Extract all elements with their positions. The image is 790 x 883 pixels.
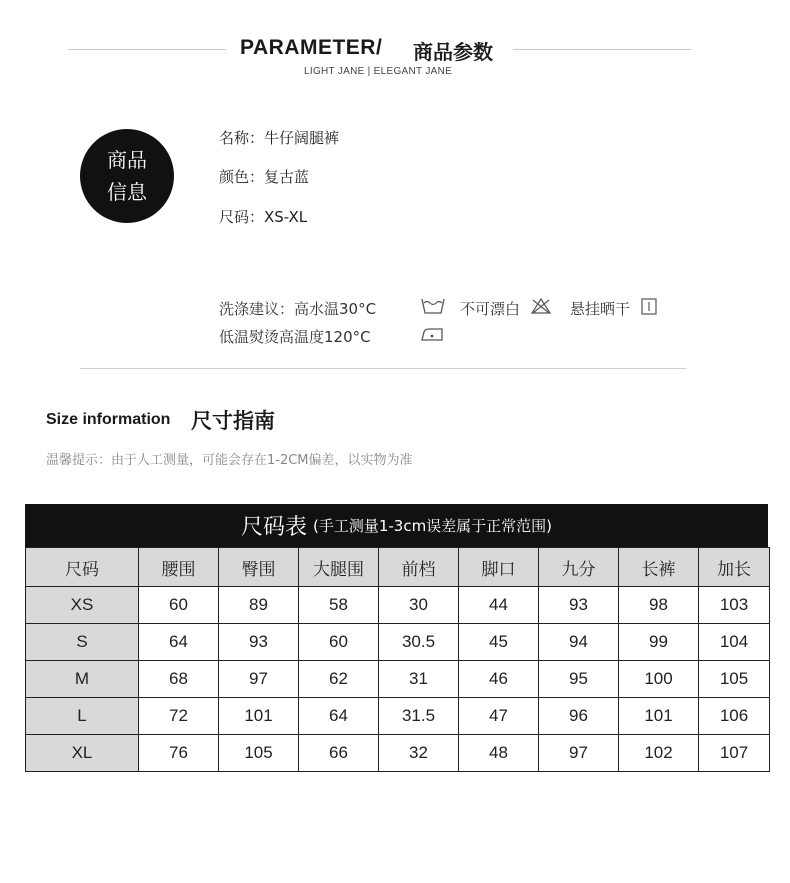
parameter-title: PARAMETER/ <box>240 36 383 59</box>
table-cell: 100 <box>619 661 699 698</box>
size-table-header <box>25 504 768 547</box>
product-color: 颜色：复古蓝 <box>219 168 310 186</box>
table-cell: 44 <box>459 587 539 624</box>
no-bleach-icon <box>530 297 552 315</box>
size-info-title: Size information <box>46 411 171 428</box>
table-cell: 47 <box>459 698 539 735</box>
product-size-range: 尺码：XS-XL <box>219 208 308 226</box>
no-bleach-label: 不可漂白 <box>460 300 521 318</box>
table-cell: 45 <box>459 624 539 661</box>
header-rule-right <box>513 49 691 50</box>
table-cell: 60 <box>299 624 379 661</box>
table-cell: 72 <box>139 698 219 735</box>
section-divider <box>80 368 686 369</box>
table-cell: 93 <box>539 587 619 624</box>
table-cell: 46 <box>459 661 539 698</box>
column-header: 腰围 <box>139 548 219 587</box>
column-header: 大腿围 <box>299 548 379 587</box>
badge-line-1: 商品 <box>107 148 147 172</box>
table-cell: 64 <box>139 624 219 661</box>
table-cell: 68 <box>139 661 219 698</box>
table-cell: 32 <box>379 735 459 772</box>
iron-icon <box>419 325 445 343</box>
size-table <box>25 547 770 772</box>
table-cell: 31.5 <box>379 698 459 735</box>
measurement-tip: 温馨提示：由于人工测量，可能会存在1-2CM偏差，以实物为准 <box>46 453 413 468</box>
product-name: 名称：牛仔阔腿裤 <box>219 129 340 147</box>
table-cell: 30.5 <box>379 624 459 661</box>
table-row <box>26 735 770 772</box>
parameter-title-cn: 商品参数 <box>413 40 493 64</box>
column-header: 脚口 <box>459 548 539 587</box>
table-cell: 66 <box>299 735 379 772</box>
table-cell: 30 <box>379 587 459 624</box>
table-cell: 96 <box>539 698 619 735</box>
size-label: L <box>26 698 139 735</box>
table-cell: 102 <box>619 735 699 772</box>
table-cell: 31 <box>379 661 459 698</box>
iron-advice: 低温熨烫高温度120°C <box>219 328 371 346</box>
table-row <box>26 698 770 735</box>
size-table-title: 尺码表 <box>240 515 307 540</box>
hang-dry-icon <box>641 298 657 315</box>
table-cell: 76 <box>139 735 219 772</box>
column-header: 加长 <box>699 548 770 587</box>
wash-advice: 洗涤建议：高水温30°C <box>219 300 377 318</box>
table-cell: 105 <box>219 735 299 772</box>
table-cell: 93 <box>219 624 299 661</box>
table-row <box>26 661 770 698</box>
badge-line-2: 信息 <box>107 180 147 204</box>
size-info-title-cn: 尺寸指南 <box>191 409 275 433</box>
table-cell: 104 <box>699 624 770 661</box>
table-cell: 60 <box>139 587 219 624</box>
table-row <box>26 587 770 624</box>
size-label: XL <box>26 735 139 772</box>
table-cell: 58 <box>299 587 379 624</box>
size-label: M <box>26 661 139 698</box>
table-cell: 97 <box>539 735 619 772</box>
wash-tub-icon <box>420 296 446 316</box>
table-cell: 101 <box>619 698 699 735</box>
column-header: 前档 <box>379 548 459 587</box>
table-cell: 89 <box>219 587 299 624</box>
table-cell: 94 <box>539 624 619 661</box>
column-header: 长裤 <box>619 548 699 587</box>
size-table-header-row <box>26 548 770 587</box>
table-cell: 103 <box>699 587 770 624</box>
product-info-badge <box>80 129 174 223</box>
hang-dry-label: 悬挂晒干 <box>570 300 631 318</box>
size-table-note: (手工测量1-3cm误差属于正常范围) <box>312 517 553 535</box>
table-cell: 106 <box>699 698 770 735</box>
size-label: XS <box>26 587 139 624</box>
table-cell: 64 <box>299 698 379 735</box>
column-header: 九分 <box>539 548 619 587</box>
table-cell: 62 <box>299 661 379 698</box>
column-header: 臀围 <box>219 548 299 587</box>
table-row <box>26 624 770 661</box>
table-cell: 107 <box>699 735 770 772</box>
table-cell: 101 <box>219 698 299 735</box>
table-cell: 97 <box>219 661 299 698</box>
column-header: 尺码 <box>26 548 139 587</box>
size-label: S <box>26 624 139 661</box>
parameter-subtitle: LIGHT JANE | ELEGANT JANE <box>304 66 453 77</box>
table-cell: 99 <box>619 624 699 661</box>
table-cell: 105 <box>699 661 770 698</box>
table-cell: 98 <box>619 587 699 624</box>
table-cell: 48 <box>459 735 539 772</box>
table-cell: 95 <box>539 661 619 698</box>
header-rule-left <box>68 49 226 50</box>
